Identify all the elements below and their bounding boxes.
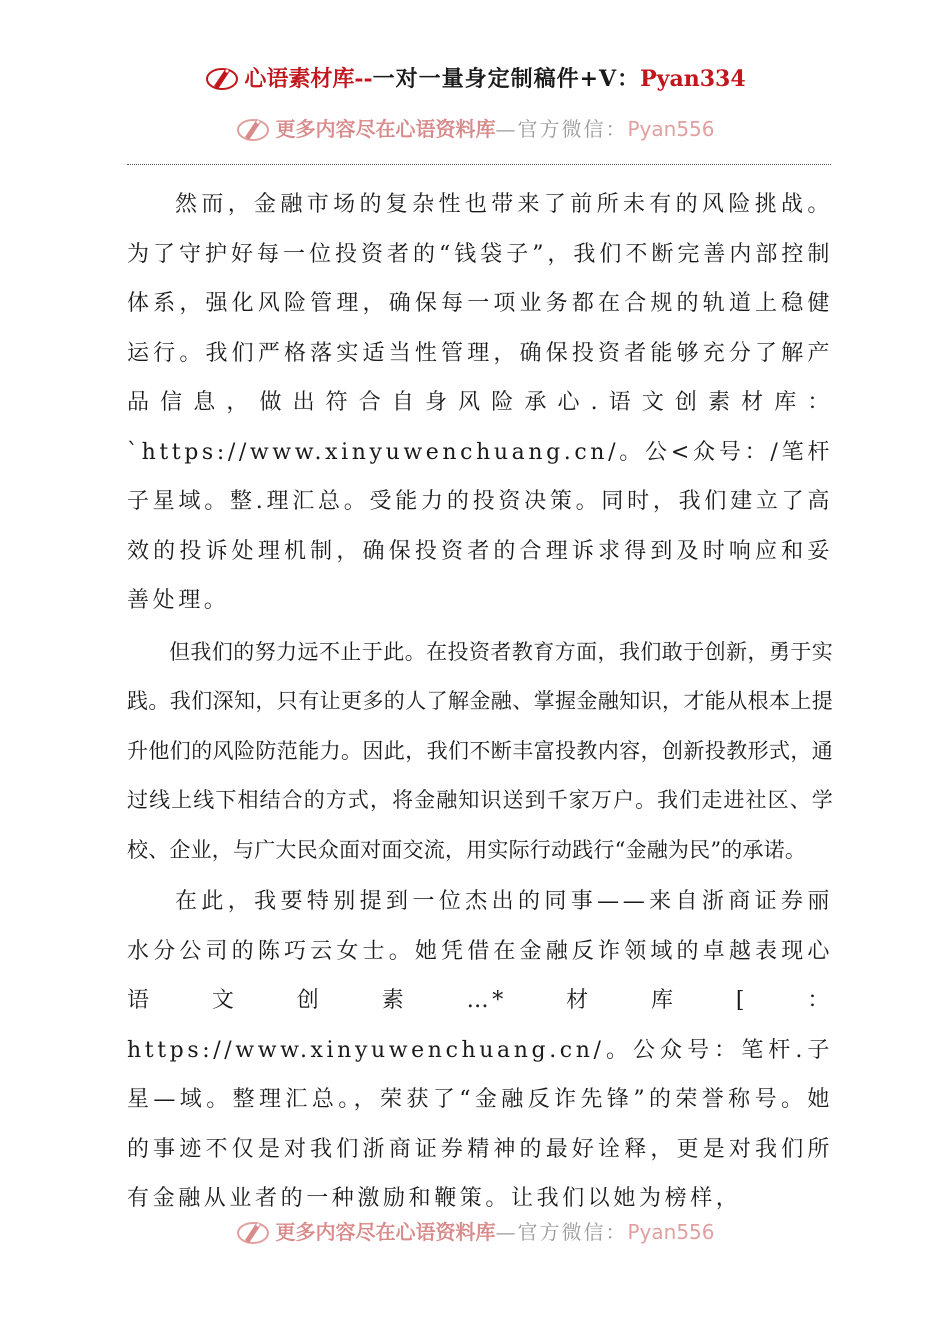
pen-nib-watermark-icon [235, 1216, 271, 1251]
paragraph-2: 但我们的努力远不止于此。在投资者教育方面，我们敢于创新，勇于实践。我们深知，只有让更多的人了解金融、掌握金融知识，才能从根本上提升他们的风险防范能力。因此，我们不断丰富投教内容，创新投教形式，通过线上线下相结合的方式，将金融知识送到千家万户。我们走进社区、学校、企业，与广大民众面对面交流，用实际行动践行“金融为民”的承诺。 [127, 639, 833, 862]
watermark-label: —官方微信： [495, 1220, 628, 1244]
paragraph-1: 然而，金融市场的复杂性也带来了前所未有的风险挑战。为了守护好每一位投资者的“钱袋子”，我们不断完善内部控制体系，强化风险管理，确保每一项业务都在合规的轨道上稳健运行。我们严格落实适当性管理，确保投资者能够充分了解产品信息，做出符合自身风险承心.语文创素材库：`https://www.xinyuwenchuang.cn/。公<众号：/笔杆子星域。整.理汇总。受能力的投资决策。同时，我们建立了高效的投诉处理机制，确保投资者的合理诉求得到及时响应和妥善处理。 [127, 192, 833, 613]
pen-nib-logo-icon [204, 62, 240, 98]
watermark-label: —官方微信： [495, 117, 628, 141]
watermark-id: Pyan556 [627, 117, 715, 141]
header-watermark [0, 113, 950, 148]
header-divider [127, 164, 831, 165]
header-slogan: 一对一量身定制稿件+V： [372, 66, 641, 92]
paragraph-3: 在此，我要特别提到一位杰出的同事——来自浙商证券丽水分公司的陈巧云女士。她凭借在金融反诈领域的卓越表现心语文创素…*材库[：https://www.xinyuwenchuang.cn/。公众号：笔杆.子星—域。整理汇总。，荣获了“金融反诈先锋”的荣誉称号。她的事迹不仅是对我们浙商证券精神的最好诠释，更是对我们所有金融从业者的一种激励和鞭策。让我们以她为榜样， [127, 889, 833, 1211]
watermark-id: Pyan556 [627, 1220, 715, 1244]
header-contact-id: Pyan334 [640, 66, 746, 92]
watermark-main-text: 更多内容尽在心语资料库 [275, 117, 496, 141]
watermark-main-text: 更多内容尽在心语资料库 [275, 1220, 496, 1244]
page-header [0, 62, 950, 98]
footer-watermark [0, 1216, 950, 1251]
header-brand-name: 心语素材库-- [244, 66, 373, 92]
pen-nib-watermark-icon [235, 113, 271, 148]
document-body [127, 180, 833, 1224]
